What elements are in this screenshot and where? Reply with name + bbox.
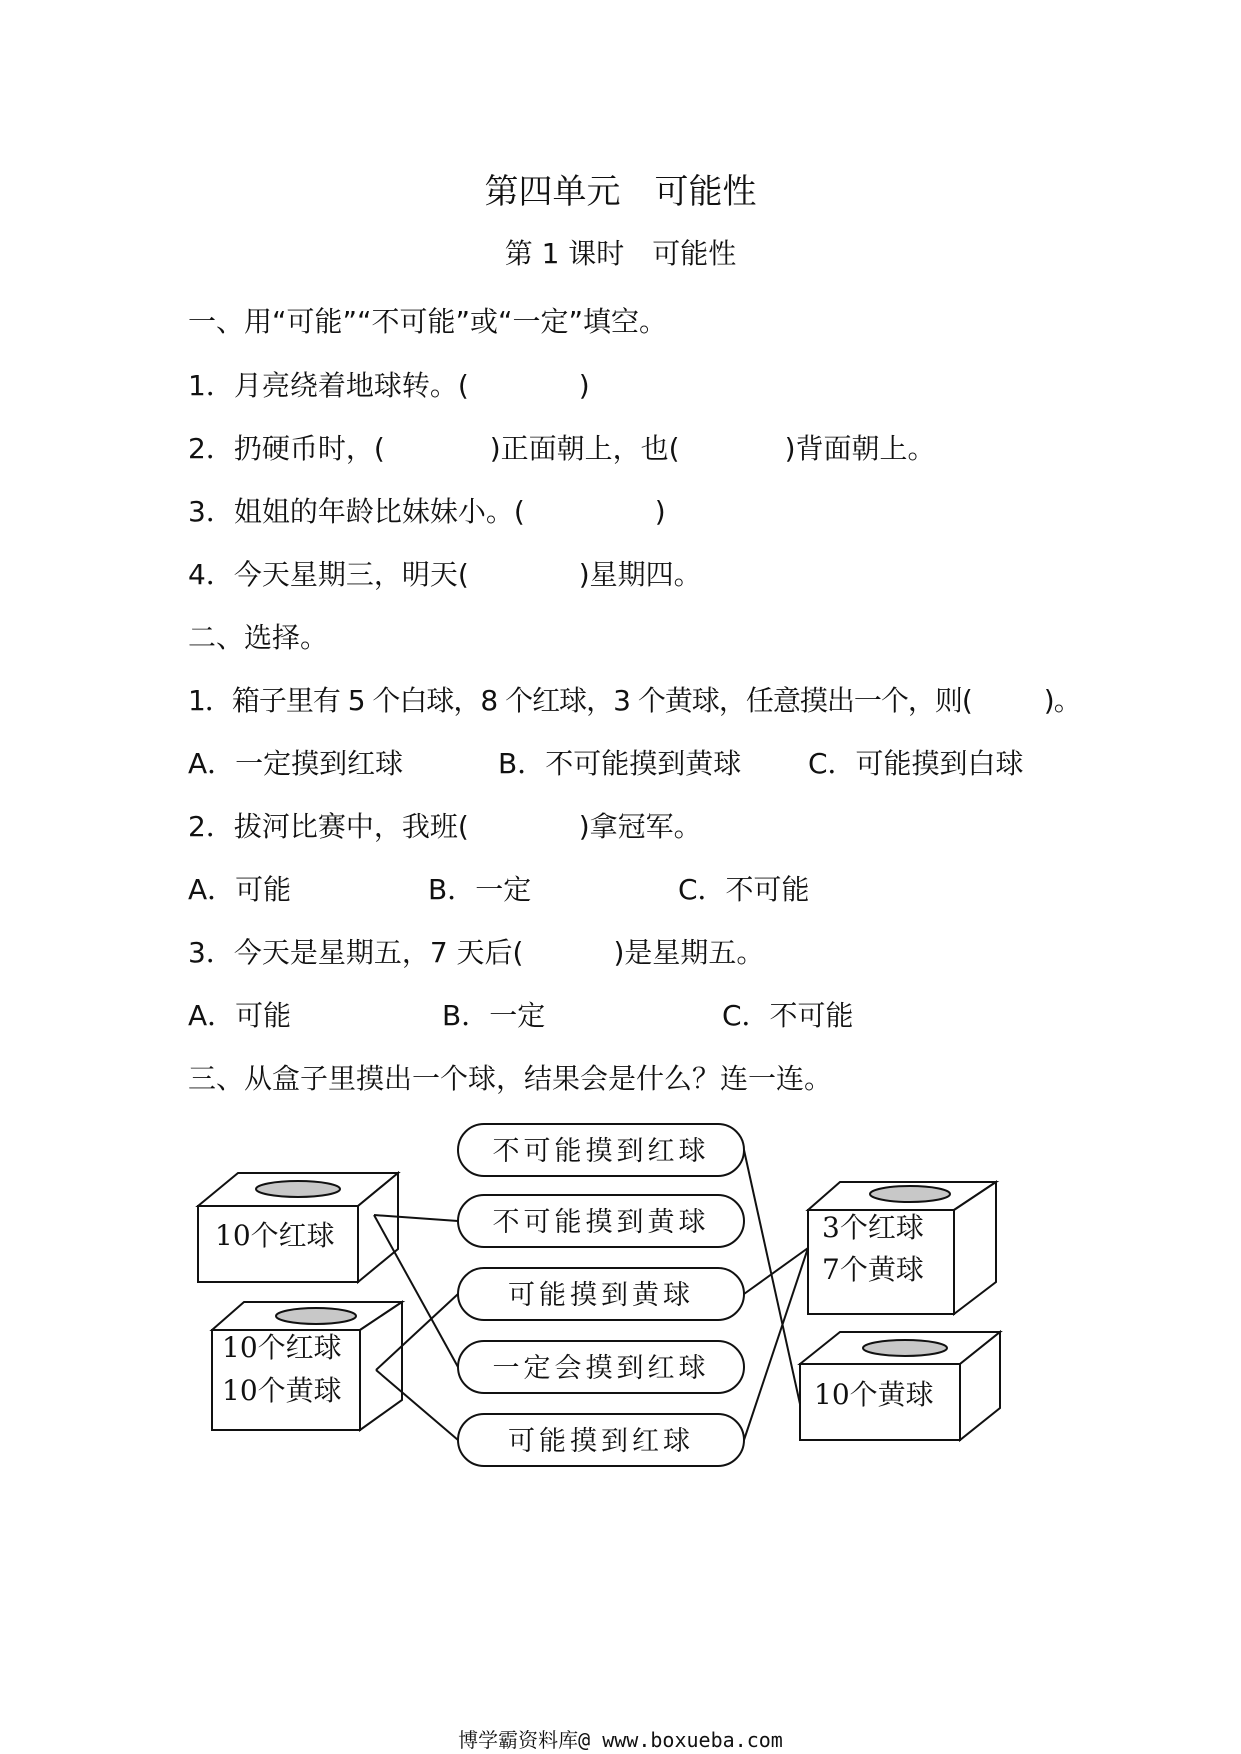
q2-option-c: C．不可能	[678, 873, 810, 906]
q1-option-b: B．不可能摸到黄球	[498, 747, 742, 780]
right-box-2-label: 10个黄球	[814, 1378, 934, 1411]
box-slot-icon	[870, 1186, 950, 1202]
outcome-3: 可能摸到黄球	[508, 1280, 694, 1311]
box-slot-icon	[863, 1340, 947, 1356]
fill-item-1-text: 1．月亮绕着地球转。(	[188, 369, 469, 402]
box-3-red-7-yellow	[808, 1182, 996, 1314]
fill-item-2-mid: )正面朝上，也(	[489, 432, 680, 465]
choice-question-2-end: )拿冠军。	[578, 810, 702, 843]
fill-item-3-close: )	[654, 495, 666, 528]
q1-option-a: A．一定摸到红球	[188, 747, 404, 780]
section2-heading: 二、选择。	[188, 621, 329, 654]
left-box-1-label: 10个红球	[215, 1219, 335, 1252]
q3-option-a: A．可能	[188, 999, 292, 1032]
fill-item-4-end: )星期四。	[578, 558, 702, 591]
right-box-1-label-2: 7个黄球	[822, 1253, 924, 1286]
box-slot-icon	[276, 1308, 356, 1324]
outcome-2: 不可能摸到黄球	[492, 1207, 710, 1238]
left-box-2-label-1: 10个红球	[222, 1331, 342, 1364]
fill-item-1-close: )	[578, 369, 590, 402]
q1-option-c: C．可能摸到白球	[808, 747, 1024, 780]
choice-question-3-end: )是星期五。	[613, 936, 765, 969]
match-line	[744, 1248, 808, 1294]
left-box-2-label-2: 10个黄球	[222, 1374, 342, 1407]
fill-item-2-text: 2．扔硬币时，(	[188, 432, 385, 465]
unit-title: 第四单元 可能性	[484, 172, 757, 212]
choice-question-1-end: )。	[1043, 684, 1081, 717]
section1-heading: 一、用“可能”“不可能”或“一定”填空。	[188, 305, 668, 338]
outcome-5: 可能摸到红球	[508, 1426, 694, 1457]
lesson-title: 第 1 课时 可能性	[504, 237, 737, 270]
right-box-1-label-1: 3个红球	[822, 1211, 924, 1244]
box-slot-icon	[256, 1181, 340, 1197]
fill-item-3-text: 3．姐姐的年龄比妹妹小。(	[188, 495, 525, 528]
match-line	[744, 1248, 808, 1440]
choice-question-3-text: 3．今天是星期五，7 天后(	[188, 936, 524, 969]
footer-watermark: 博学霸资料库@ www.boxueba.com	[458, 1728, 783, 1752]
choice-question-1-text: 1．箱子里有 5 个白球，8 个红球，3 个黄球，任意摸出一个，则(	[188, 684, 972, 717]
match-line	[744, 1150, 800, 1404]
box-10-red-10-yellow	[212, 1302, 402, 1430]
fill-item-4-text: 4．今天星期三，明天(	[188, 558, 469, 591]
q3-option-c: C．不可能	[722, 999, 854, 1032]
outcome-4: 一定会摸到红球	[492, 1353, 710, 1384]
section3-heading: 三、从盒子里摸出一个球，结果会是什么？连一连。	[188, 1062, 833, 1095]
q3-option-b: B．一定	[442, 999, 546, 1032]
q2-option-b: B．一定	[428, 873, 532, 906]
fill-item-2-end: )背面朝上。	[784, 432, 936, 465]
outcome-1: 不可能摸到红球	[492, 1136, 710, 1167]
q2-option-a: A．可能	[188, 873, 292, 906]
choice-question-2-text: 2．拔河比赛中，我班(	[188, 810, 469, 843]
